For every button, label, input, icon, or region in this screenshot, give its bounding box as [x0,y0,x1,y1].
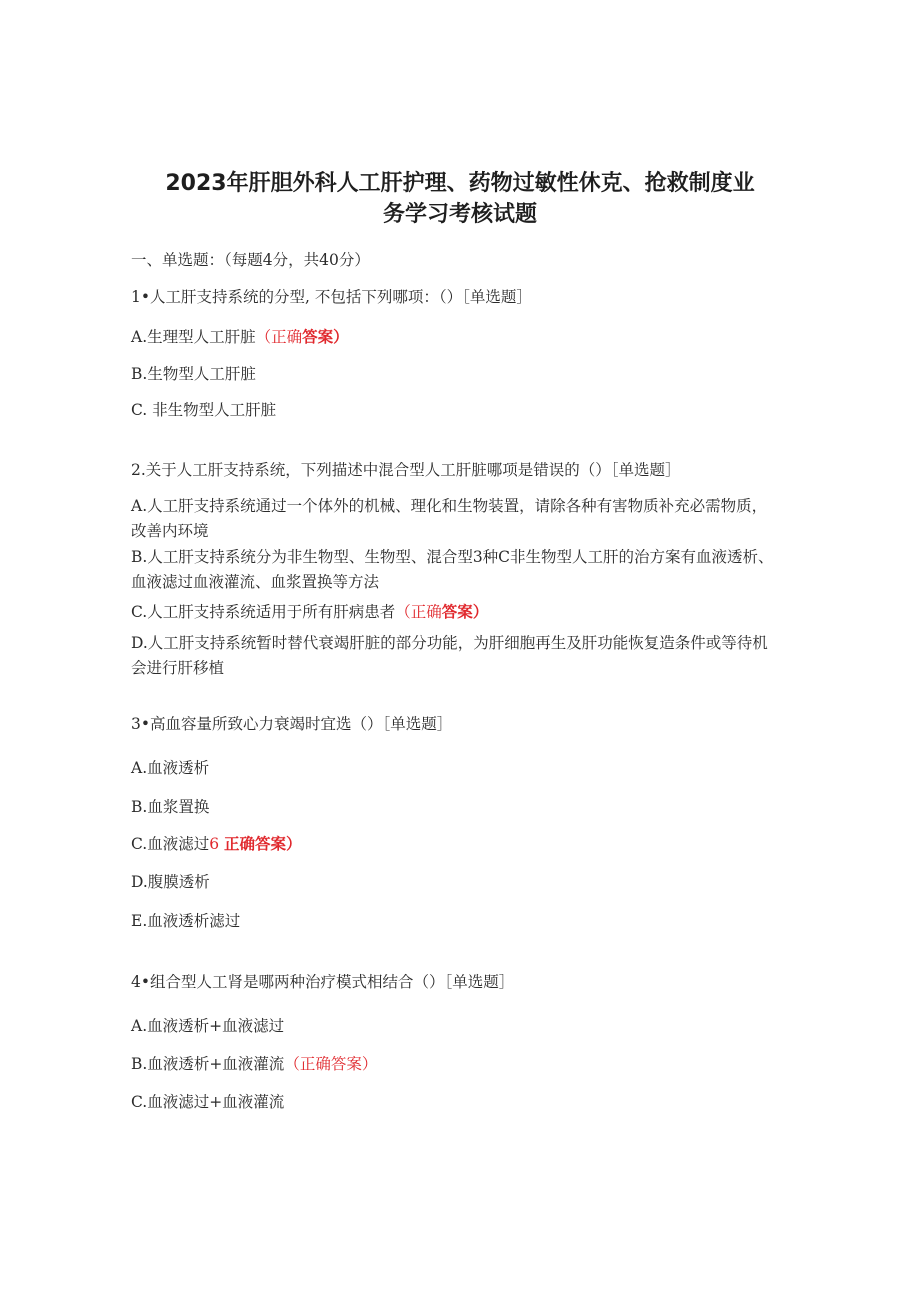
correct-answer-mark: （正确答案） [395,602,489,621]
document-title-line-1: 2023年肝胆外科人工肝护理、药物过敏性休克、抢救制度业 [165,171,755,196]
question-2-option-d: D.人工肝支持系统暂时替代衰竭肝脏的部分功能，为肝细胞再生及肝功能恢复造条件或等待机会进行肝移植 [131,634,768,677]
question-1-option-a [131,325,349,349]
question-2-option-a: A.人工肝支持系统通过一个体外的机械、理化和生物装置，请除各种有害物质补充必需物质，改善内环境 [131,497,768,540]
question-1-option-b: B.生物型人工肝脏 [131,365,256,383]
option-text: C.人工肝支持系统适用于所有肝病患者 [131,603,396,621]
correct-answer-mark: （正确答案） [284,1055,378,1073]
question-3-option-d: D.腹膜透析 [131,873,210,891]
question-1-stem: 1•人工肝支持系统的分型, 不包括下列哪项：（）［单选题］ [131,288,532,306]
correct-answer-mark: 6 正确答案） [209,834,302,853]
question-4-option-a: A.血液透析+血液滤过 [131,1017,285,1035]
question-2-option-c [131,600,488,624]
option-text: B.血液透析+血液灌流 [131,1055,285,1073]
question-3-option-c [131,832,302,856]
section-heading: 一、单选题：（每题4分，共40分） [131,251,370,269]
option-text: A.生理型人工肝脏 [131,328,256,346]
question-4-option-b [131,1052,377,1076]
question-4-option-c: C.血液滤过+血液灌流 [131,1093,285,1111]
document-title-line-2: 务学习考核试题 [382,202,537,227]
question-3-option-e: E.血液透析滤过 [131,912,241,930]
question-3-option-b: B.血浆置换 [131,798,210,816]
question-3-option-a: A.血液透析 [131,759,210,777]
question-1-option-c: C. 非生物型人工肝脏 [131,401,277,419]
question-2-option-b: B.人工肝支持系统分为非生物型、生物型、混合型3种C非生物型人工肝的治方案有血液透析、血液滤过血液灌流、血浆置换等方法 [131,548,774,591]
correct-answer-mark: （正确答案） [255,327,349,346]
question-4-stem: 4•组合型人工肾是哪两种治疗模式相结合（）［单选题］ [131,973,515,991]
question-3-stem: 3•高血容量所致心力衰竭时宜选（）［单选题］ [131,715,453,733]
option-text: C.血液滤过 [131,835,210,853]
question-2-stem: 2.关于人工肝支持系统，下列描述中混合型人工肝脏哪项是错误的（）［单选题］ [131,461,681,479]
